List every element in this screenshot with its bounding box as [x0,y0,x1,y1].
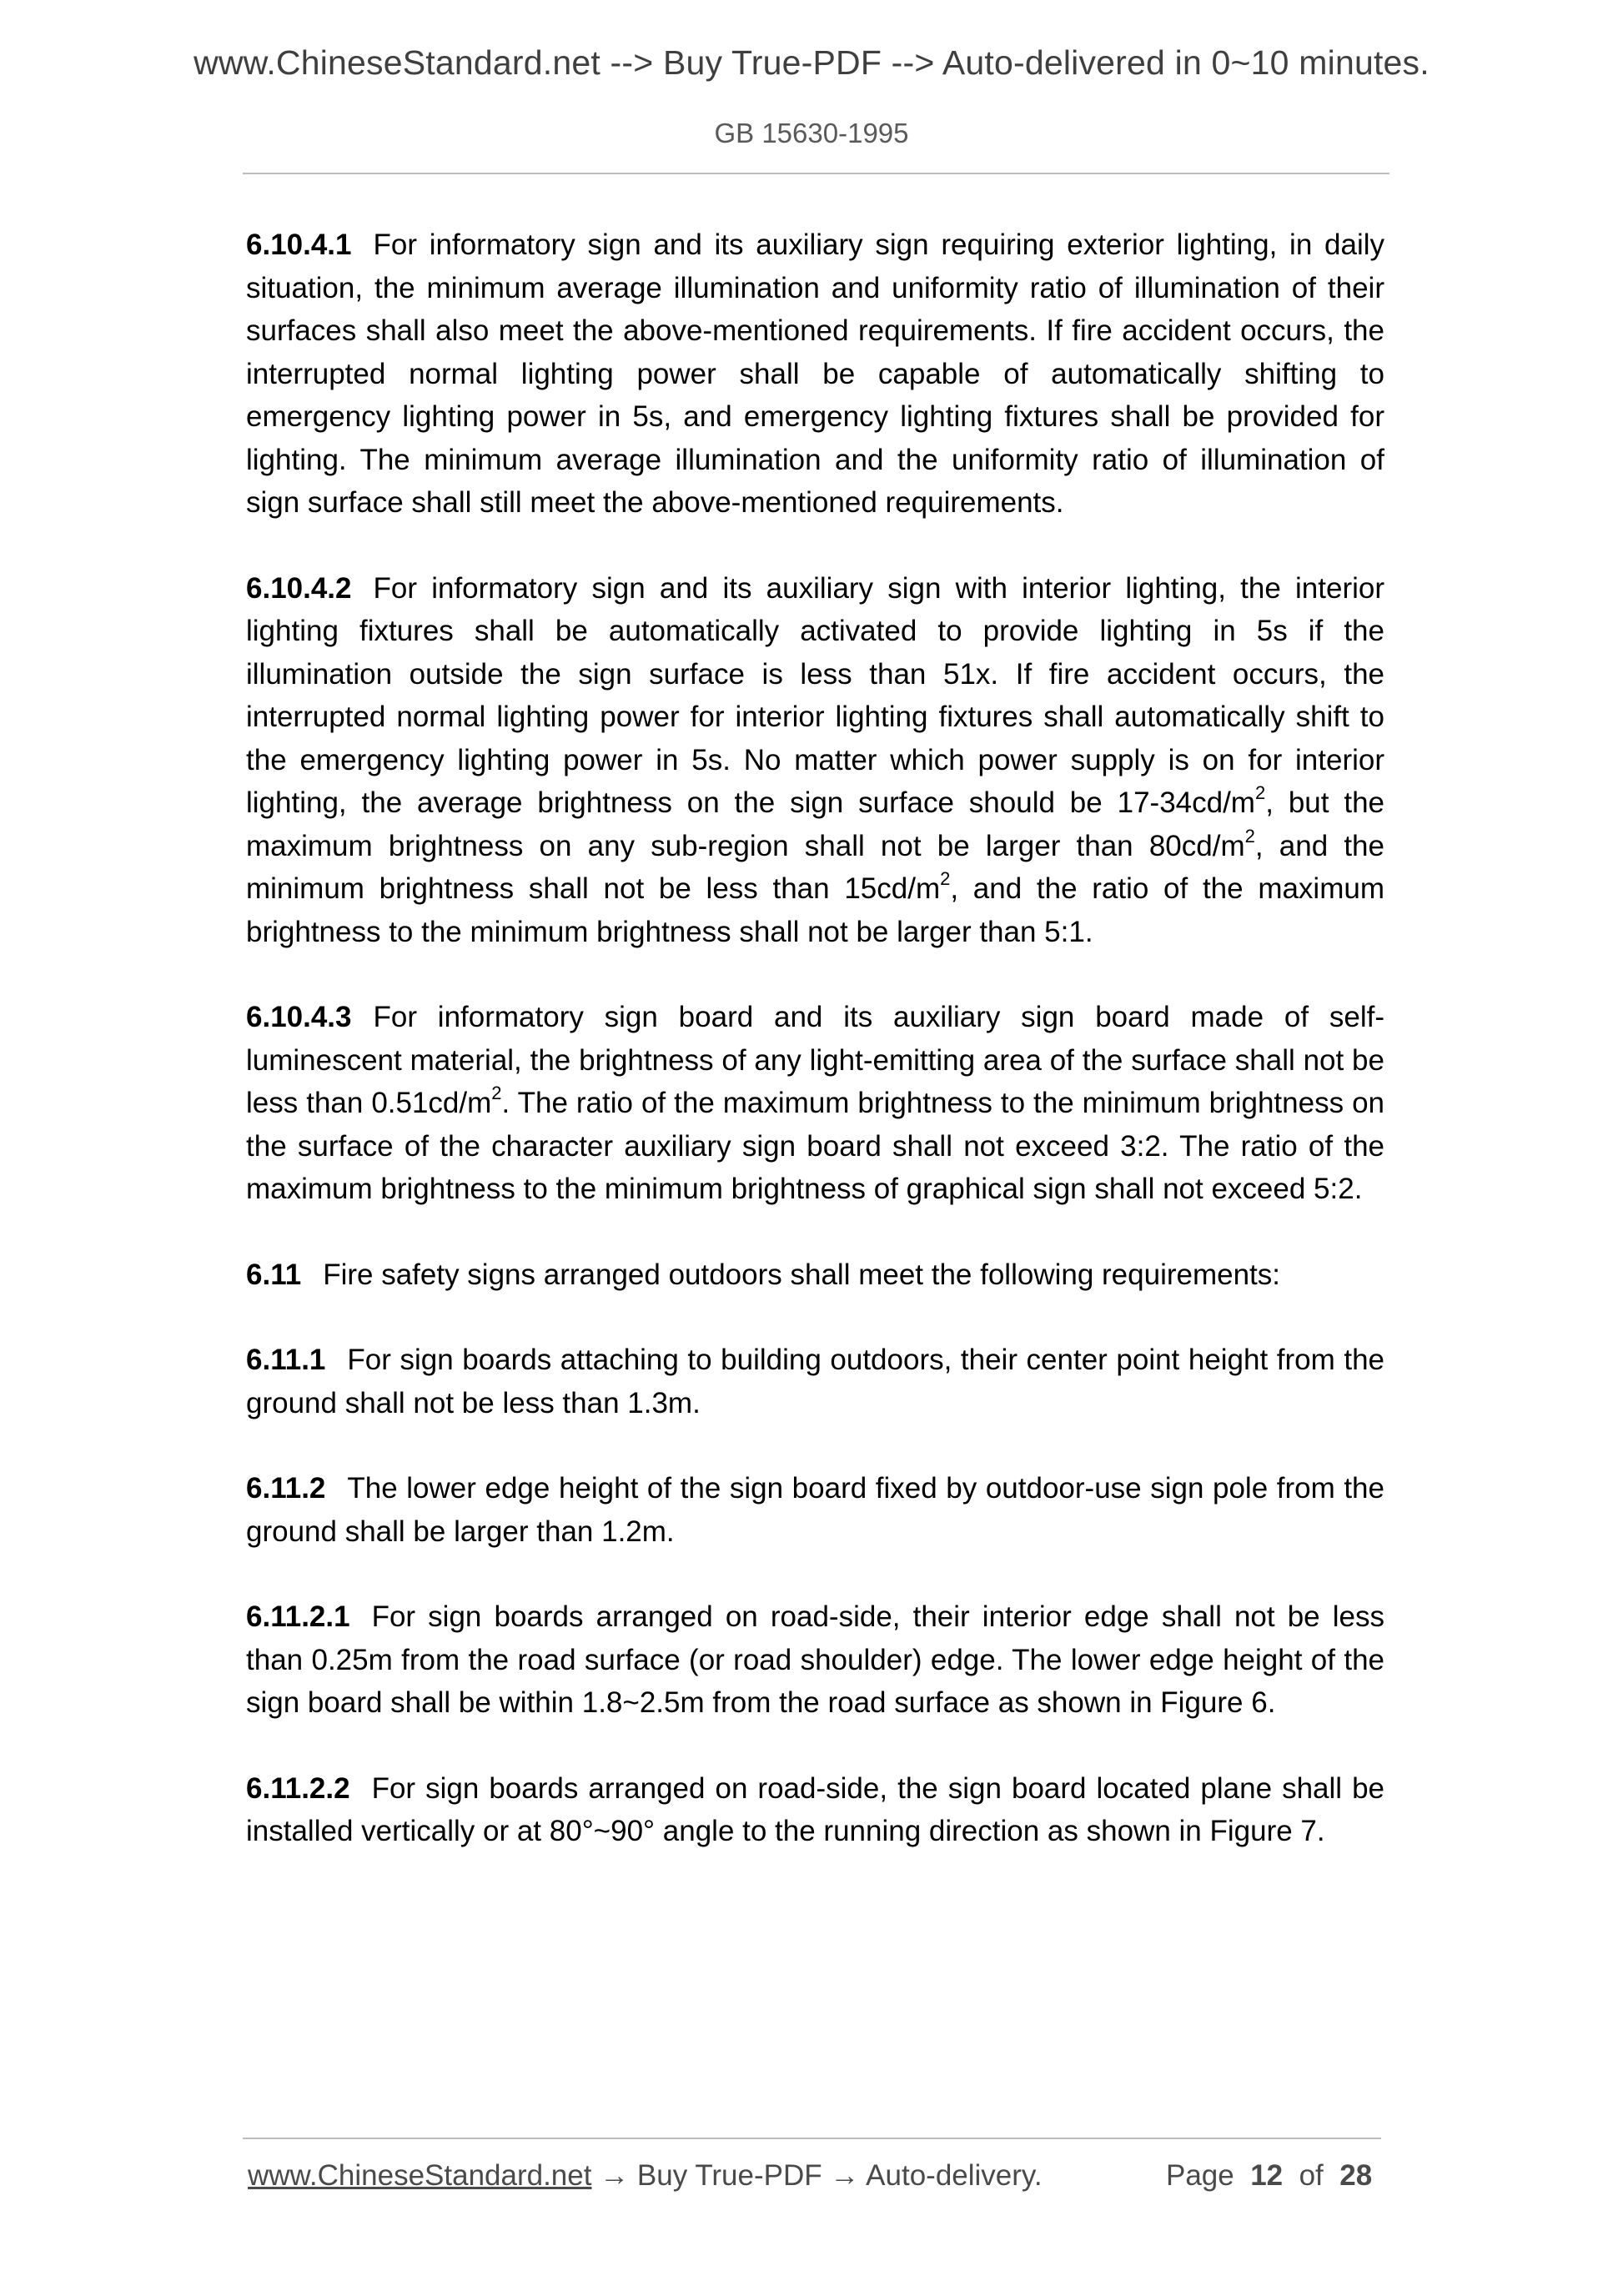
page-body [246,224,1384,1896]
clause-text: For informatory sign and its auxiliary sign with interior lighting, the interior lighting fixtures shall be automatically activated to provide lighting in 5s if the illumination outside the sign surface is less than 51x. If fire accident occurs, the interrupted normal lighting power for interior lighting fixtures shall automatically shift to the emergency lighting power in 5s. No matter which power supply is on for interior lighting, the average brightness on the sign surface should be 17-34cd/m [246,571,1384,819]
footer-divider [243,2138,1381,2139]
footer-promo [248,2159,1043,2193]
clause-text: , and the minimum brightness shall not be less than 15cd/m [246,829,1384,905]
footer-buy-text: → Buy True-PDF → Auto-delivery. [591,2159,1043,2192]
clause-6-11-2-2 [246,1767,1384,1853]
clause-text: For sign boards arranged on road-side, their interior edge shall not be less than 0.25m from the road surface (or road shoulder) edge. The lower edge height of the sign board shall be within 1.8~2.5m from the road surface as shown in Figure 6. [246,1600,1384,1719]
clause-text: For informatory sign and its auxiliary sign requiring exterior lighting, in daily situation, the minimum average illumination and uniformity ratio of illumination of their surfaces shall also meet the above-mentioned requirements. If fire accident occurs, the interrupted normal lighting power shall be capable of automatically shifting to emergency lighting power in 5s, and emergency lighting fixtures shall be provided for lighting. The minimum average illumination and the uniformity ratio of illumination of sign surface shall still meet the above-mentioned requirements. [246,229,1384,519]
clause-text: For sign boards attaching to building outdoors, their center point height from the ground shall not be less than 1.3m. [246,1344,1384,1419]
document-code: GB 15630-1995 [714,118,909,148]
clause-6-10-4-2 [246,567,1384,954]
clause-text: For informatory sign board and its auxiliary sign board made of self-luminescent material, the brightness of any light-emitting area of the surface shall not be less than 0.51cd/m [246,1001,1384,1119]
clause-text: Fire safety signs arranged outdoors shall meet the following requirements: [323,1258,1281,1291]
clause-text: For sign boards arranged on road-side, the sign board located plane shall be installed vertically or at 80°~90° angle to the running direction as shown in Figure 7. [246,1771,1384,1847]
clause-number: 6.11 [246,1258,302,1291]
clause-number: 6.10.4.2 [246,571,352,605]
site-banner: www.ChineseStandard.net --> Buy True-PDF --> Auto-delivered in 0~10 minutes. [193,43,1430,82]
clause-number: 6.10.4.1 [246,229,352,261]
clause-text: , and the ratio of the maximum brightness to the minimum brightness shall not be larger than 5:1. [246,872,1384,948]
clause-6-10-4-1 [246,224,1384,525]
clause-6-11-2-1 [246,1595,1384,1725]
page-label: Page [1166,2159,1234,2192]
clause-6-11-1 [246,1339,1384,1424]
superscript: 2 [1254,782,1266,804]
page-number: 12 [1250,2159,1284,2192]
page-indicator [1166,2159,1372,2193]
clause-number: 6.10.4.3 [246,1001,352,1033]
page-total: 28 [1339,2159,1373,2192]
clause-text: . The ratio of the maximum brightness to the minimum brightness on the surface of the character auxiliary sign board shall not exceed 3:2. The ratio of the maximum brightness to the minimum brightness of graphical sign shall not exceed 5:2. [246,1087,1384,1205]
clause-number: 6.11.2 [246,1472,326,1505]
superscript: 2 [940,868,951,890]
superscript: 2 [1244,825,1255,847]
header-divider [243,173,1389,174]
clause-text: The lower edge height of the sign board fixed by outdoor-use sign pole from the ground shall be larger than 1.2m. [246,1472,1384,1548]
clause-number: 6.11.1 [246,1344,326,1376]
of-label: of [1299,2159,1324,2192]
clause-number: 6.11.2.1 [246,1600,350,1633]
clause-6-11-2 [246,1467,1384,1553]
clause-6-10-4-3 [246,996,1384,1211]
clause-6-11 [246,1254,1384,1297]
site-link[interactable]: www.ChineseStandard.net [248,2159,592,2192]
clause-number: 6.11.2.2 [246,1771,350,1805]
clause-text: , but the maximum brightness on any sub-region shall not be larger than 80cd/m [246,786,1384,862]
superscript: 2 [491,1083,502,1104]
